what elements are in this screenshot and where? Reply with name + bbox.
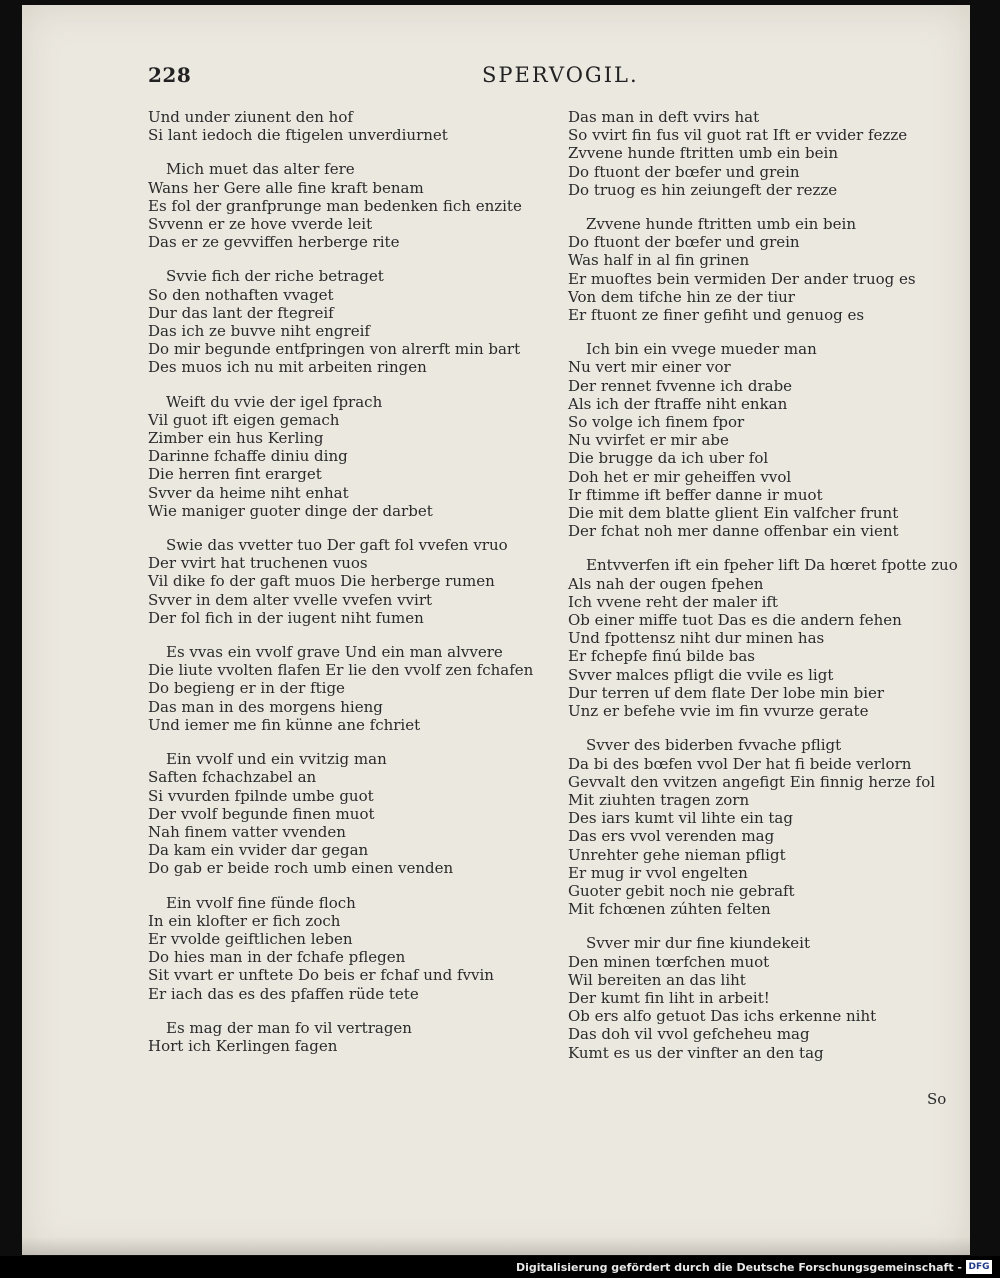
verse-line: Do ftuont der bœfer und grein	[568, 162, 800, 181]
stanza-gap	[148, 144, 568, 160]
verse-line: Do gab er beide roch umb einen venden	[148, 859, 454, 878]
verse-line: Saften fchachzabel an	[148, 768, 317, 787]
verse-line: Nu vert mir einer vor	[568, 358, 731, 377]
verse-line: Doh het er mir geheiffen vvol	[568, 467, 792, 486]
stanza	[568, 556, 978, 720]
verse-line: Nah finem vatter vvenden	[148, 822, 346, 841]
verse-line: So den nothaften vvaget	[148, 285, 334, 304]
stanza	[148, 267, 568, 376]
verse-line: Kumt es us der vinfter an den tag	[568, 1043, 824, 1062]
verse-line: Das doh vil vvol gefcheheu mag	[568, 1025, 810, 1044]
stanza	[148, 393, 568, 520]
verse-line: Svver mir dur fine kiundekeit	[586, 934, 810, 953]
verse-line: Die mit dem blatte glient Ein valfcher frunt	[568, 504, 899, 523]
stanza-gap	[568, 720, 978, 736]
left-text-column	[148, 108, 568, 1055]
dfg-logo: DFG	[966, 1260, 992, 1274]
verse-line: Der rennet fvvenne ich drabe	[568, 376, 793, 395]
verse-line: Do hies man in der fchafe pflegen	[148, 948, 406, 967]
book-page	[22, 5, 970, 1255]
stanza	[568, 215, 978, 324]
verse-line: Er fchepfe finú bilde bas	[568, 647, 755, 666]
verse-line: Von dem tifche hin ze der tiur	[568, 287, 795, 306]
stanza	[148, 1019, 568, 1055]
stanza	[568, 934, 978, 1061]
stanza-gap	[148, 627, 568, 643]
verse-line: Si vvurden fpilnde umbe guot	[148, 786, 374, 805]
verse-line: Der fchat noh mer danne offenbar ein vient	[568, 522, 899, 541]
verse-line: Des iars kumt vil lihte ein tag	[568, 809, 793, 828]
stanza-gap	[568, 918, 978, 934]
verse-line: Er ftuont ze finer gefiht und genuog es	[568, 306, 865, 325]
stanza-gap	[568, 199, 978, 215]
verse-line: Der vvolf begunde finen muot	[148, 804, 375, 823]
verse-line: Zvvene hunde ftritten umb ein bein	[568, 144, 838, 163]
verse-line: Es fol der granfprunge man bedenken fich enzite	[148, 196, 522, 215]
verse-line: Vil guot ift eigen gemach	[148, 410, 340, 429]
verse-line: Ich bin ein vvege mueder man	[586, 340, 817, 359]
verse-line: Des muos ich nu mit arbeiten ringen	[148, 358, 427, 377]
verse-line: Mit ziuhten tragen zorn	[568, 790, 750, 809]
verse-line: Mich muet das alter fere	[166, 160, 355, 179]
verse-line: Dur das lant der ftegreif	[148, 303, 334, 322]
verse-line: Swie das vvetter tuo Der gaft fol vvefen vruo	[166, 536, 508, 555]
verse-line: Die herren fint erarget	[148, 465, 322, 484]
stanza-gap	[148, 1003, 568, 1019]
verse-line: Darinne fchaffe diniu ding	[148, 447, 348, 466]
verse-line: In ein klofter er fich zoch	[148, 911, 341, 930]
stanza	[148, 536, 568, 627]
verse-line: Svvenn er ze hove vverde leit	[148, 215, 373, 234]
footer-credit: Digitalisierung gefördert durch die Deutsche Forschungsgemeinschaft -	[515, 1261, 962, 1274]
footer-bar	[0, 1256, 1000, 1278]
verse-line: Svver in dem alter vvelle vvefen vvirt	[148, 590, 433, 609]
catchword: So	[927, 1090, 947, 1108]
verse-line: Wil bereiten an das liht	[568, 970, 746, 989]
stanza	[148, 894, 568, 1003]
page-number: 228	[148, 63, 192, 87]
verse-line: Svver da heime niht enhat	[148, 483, 349, 502]
verse-line: Als ich der ftraffe niht enkan	[568, 394, 788, 413]
verse-line: Es mag der man fo vil vertragen	[166, 1018, 412, 1037]
verse-line: Das man in deft vvirs hat	[568, 108, 760, 126]
verse-line: Vil dike fo der gaft muos Die herberge rumen	[148, 572, 495, 591]
stanza	[148, 750, 568, 877]
verse-line: Ob einer miffe tuot Das es die andern fehen	[568, 611, 902, 630]
verse-line: Er mug ir vvol engelten	[568, 863, 748, 882]
verse-line: Es vvas ein vvolf grave Und ein man alvvere	[166, 643, 503, 662]
verse-line: Er iach das es des pfaffen rüde tete	[148, 984, 419, 1003]
verse-line: Dur terren uf dem flate Der lobe min bier	[568, 683, 885, 702]
verse-line: Do mir begunde entfpringen von alrerft min bart	[148, 340, 521, 359]
verse-line: Er vvolde geiftlichen leben	[148, 929, 353, 948]
running-title: SPERVOGIL.	[482, 63, 639, 87]
stanza-gap	[148, 377, 568, 393]
verse-line: So volge ich finem fpor	[568, 413, 745, 432]
verse-line: Er muoftes bein vermiden Der ander truog es	[568, 269, 916, 288]
verse-line: Ein vvolf und ein vvitzig man	[166, 750, 387, 769]
verse-line: Wans her Gere alle fine kraft benam	[148, 178, 424, 197]
verse-line: Entvverfen ift ein fpeher lift Da hœret fpotte zuo	[586, 556, 958, 575]
verse-line: Weift du vvie der igel fprach	[166, 392, 383, 411]
verse-line: Ir ftimme ift beffer danne ir muot	[568, 485, 823, 504]
verse-line: Was half in al fin grinen	[568, 251, 750, 270]
stanza-gap	[148, 520, 568, 536]
verse-line: Den minen tœrfchen muot	[568, 952, 770, 971]
verse-line: Und iemer me fin künne ane fchriet	[148, 715, 421, 734]
verse-line: Guoter gebit noch nie gebraft	[568, 881, 795, 900]
stanza	[568, 108, 978, 199]
verse-line: Das er ze gevviffen herberge rite	[148, 233, 400, 252]
stanza	[148, 643, 568, 734]
verse-line: Wie maniger guoter dinge der darbet	[148, 501, 433, 520]
stanza-gap	[568, 324, 978, 340]
stanza-gap	[148, 251, 568, 267]
verse-line: Die liute vvolten flafen Er lie den vvolf zen fchafen	[148, 661, 534, 680]
page-header	[22, 63, 970, 93]
verse-line: Der kumt fin liht in arbeit!	[568, 988, 770, 1007]
verse-line: Und fpottensz niht dur minen has	[568, 629, 825, 648]
right-text-column	[568, 108, 978, 1062]
verse-line: Svver des biderben fvvache pfligt	[586, 736, 842, 755]
stanza	[568, 736, 978, 918]
verse-line: Das man in des morgens hieng	[148, 697, 383, 716]
verse-line: Zimber ein hus Kerling	[148, 429, 324, 448]
verse-line: Svver malces pfligt die vvile es ligt	[568, 665, 834, 684]
verse-line: Unz er befehe vvie im fin vvurze gerate	[568, 702, 869, 721]
verse-line: Da kam ein vvider dar gegan	[148, 841, 369, 860]
verse-line: Und under ziunent den hof	[148, 108, 353, 126]
verse-line: Die brugge da ich uber fol	[568, 449, 769, 468]
verse-line: Si lant iedoch die ftigelen unverdiurnet	[148, 126, 448, 145]
verse-line: Sit vvart er unftete Do beis er fchaf und fvvin	[148, 966, 494, 985]
verse-line: Zvvene hunde ftritten umb ein bein	[586, 215, 856, 234]
verse-line: Der fol fich in der iugent niht fumen	[148, 608, 424, 627]
stanza-gap	[148, 734, 568, 750]
verse-line: Nu vvirfet er mir abe	[568, 431, 729, 450]
verse-line: Svvie fich der riche betraget	[166, 267, 384, 286]
verse-line: Ob ers alfo getuot Das ichs erkenne niht	[568, 1007, 877, 1026]
stanza-gap	[148, 878, 568, 894]
verse-line: So vvirt fin fus vil guot rat Ift er vvider fezze	[568, 126, 908, 145]
stanza-gap	[568, 540, 978, 556]
stanza	[148, 108, 568, 144]
verse-line: Do ftuont der bœfer und grein	[568, 233, 800, 252]
verse-line: Mit fchœnen zúhten felten	[568, 900, 771, 919]
stanza	[568, 340, 978, 540]
verse-line: Ein vvolf fine fünde floch	[166, 893, 356, 912]
verse-line: Das ich ze buvve niht engreif	[148, 322, 370, 341]
verse-line: Ich vvene reht der maler ift	[568, 592, 778, 611]
verse-line: Das ers vvol verenden mag	[568, 827, 775, 846]
verse-line: Do truog es hin zeiungeft der rezze	[568, 180, 838, 199]
verse-line: Gevvalt den vvitzen angefigt Ein finnig herze fol	[568, 772, 936, 791]
verse-line: Da bi des bœfen vvol Der hat fi beide verlorn	[568, 754, 912, 773]
stanza	[148, 160, 568, 251]
verse-line: Hort ich Kerlingen fagen	[148, 1036, 338, 1055]
verse-line: Der vvirt hat truchenen vuos	[148, 554, 368, 573]
verse-line: Do begieng er in der ftige	[148, 679, 345, 698]
verse-line: Als nah der ougen fpehen	[568, 574, 764, 593]
verse-line: Unrehter gehe nieman pfligt	[568, 845, 786, 864]
